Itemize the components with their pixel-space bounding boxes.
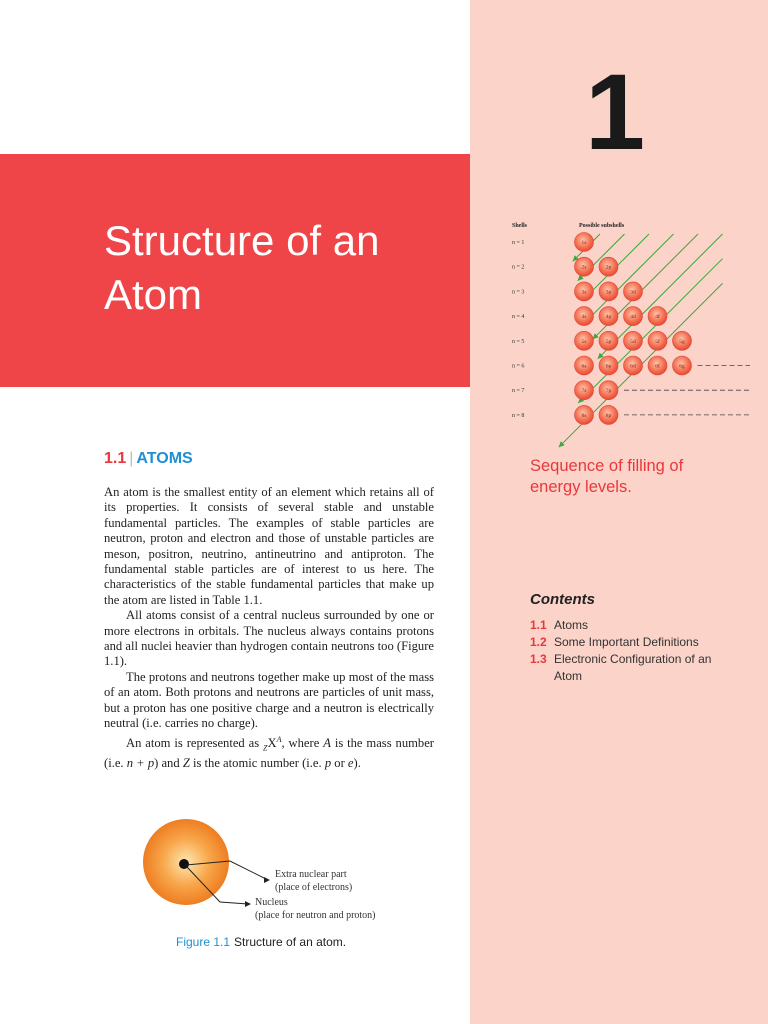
subshell-label: 7s — [581, 388, 587, 395]
subshell-label: 8s — [581, 412, 587, 419]
subshell-label: 5d — [630, 338, 636, 345]
figure-caption — [176, 935, 346, 949]
figure-caption-text: Structure of an atom. — [234, 935, 347, 949]
arrowhead — [264, 877, 270, 883]
shell-label: n = 6 — [512, 363, 525, 370]
contents-item[interactable] — [530, 651, 740, 685]
subshell-label: 5p — [605, 338, 612, 345]
subshell-label: 3d — [630, 289, 636, 296]
subshell-label: 5s — [581, 338, 587, 345]
subshell-label: 6s — [581, 363, 587, 370]
shell-label: n = 8 — [512, 412, 525, 419]
shell-label: n = 1 — [512, 240, 525, 246]
subshell-label: 6g — [679, 363, 685, 370]
contents-item[interactable] — [530, 617, 740, 634]
atom-figure — [130, 810, 430, 935]
shell-label: n = 3 — [512, 289, 525, 296]
extra-nuclear-sublabel: (place of electrons) — [275, 882, 353, 893]
paragraph-1: An atom is the smallest entity of an element which retains all of its properties. It consists of several stable and unstable fundamental particles. The examples of stable particles are neutron, proton and electron and those of unstable particles are meson, positron, neutrino, antineutrino and antiproton. The fundamental stable particles are of interest to us here. The characteristics of the stable fundamental particles that make up the atom are listed in Table 1.1. — [104, 485, 434, 607]
subshell-label: 5f — [655, 338, 660, 345]
paragraph-2: All atoms consist of a central nucleus surrounded by one or more electrons in orbitals. The nucleus always contains protons and all nuclei heavier than hydrogen contain neutrons too (Figure 1.1). — [104, 608, 434, 669]
paragraph-4: An atom is represented as $_ZX^A$, where A is the mass number (i.e. n + p) and Z is the atomic number (i.e. p or e). — [104, 734, 434, 770]
subshell-label: 2s — [581, 264, 587, 271]
subshell-label: 1s — [581, 240, 587, 246]
contents-item[interactable] — [530, 634, 740, 651]
subshell-rows — [512, 233, 750, 425]
energy-level-diagram — [500, 215, 768, 450]
contents-list — [530, 617, 740, 685]
shell-label: n = 2 — [512, 264, 525, 271]
subshell-label: 4d — [630, 314, 636, 321]
subshell-label: 6f — [655, 363, 660, 370]
contents-item-number: 1.1 — [530, 618, 547, 632]
contents-item-label: Atoms — [554, 618, 589, 632]
shell-label: n = 7 — [512, 388, 525, 395]
subshell-label: 6p — [605, 363, 612, 370]
extra-nuclear-label: Extra nuclear part — [275, 869, 347, 880]
subshell-label: 3p — [605, 289, 612, 296]
contents-item-label: Electronic Configuration of an Atom — [554, 652, 712, 683]
section-title: ATOMS — [136, 450, 193, 467]
subshell-label: 4f — [655, 314, 660, 321]
subshell-label: 3s — [581, 289, 587, 296]
shell-label: n = 5 — [512, 338, 525, 345]
contents-item-label: Some Important Definitions — [554, 635, 699, 649]
chapter-title: Structure of an Atom — [104, 217, 380, 318]
contents-item-number: 1.3 — [530, 652, 547, 666]
subshell-label: 4p — [605, 314, 612, 321]
shell-label: n = 4 — [512, 314, 525, 321]
section-heading — [104, 450, 193, 468]
subshell-label: 5g — [679, 338, 685, 345]
arrowhead — [245, 901, 251, 907]
filling-arrow — [578, 259, 722, 403]
section-number: 1.1 — [104, 450, 127, 467]
subshell-label: 8p — [605, 412, 612, 419]
nucleus-sublabel: (place for neutron and proton) — [255, 910, 376, 921]
figure-label: Figure 1.1 — [176, 935, 231, 949]
section-body — [104, 485, 434, 771]
atomic-number-subscript: Z — [263, 743, 268, 753]
chapter-number: 1 — [585, 51, 646, 172]
subshell-label: 2p — [605, 264, 612, 271]
paragraph-3: The protons and neutrons together make up most of the mass of an atom. Both protons and neutrons are particles of unit mass, but a proton has one positive charge and a neutron is electrically neutral (i.e. carries no charge). — [104, 669, 434, 731]
diagram-caption: Sequence of filling of energy levels. — [530, 457, 684, 496]
contents-heading: Contents — [530, 591, 595, 608]
section-separator: | — [129, 450, 134, 467]
shells-header: Shells — [512, 223, 528, 229]
subshells-header: Possible subshells — [579, 223, 625, 229]
subshell-label: 6d — [630, 363, 636, 370]
subshell-label: 7p — [605, 388, 612, 395]
mass-number-superscript: A — [276, 734, 282, 744]
subshell-label: 4s — [581, 314, 587, 321]
nucleus-label: Nucleus — [255, 897, 288, 908]
contents-item-number: 1.2 — [530, 635, 547, 649]
